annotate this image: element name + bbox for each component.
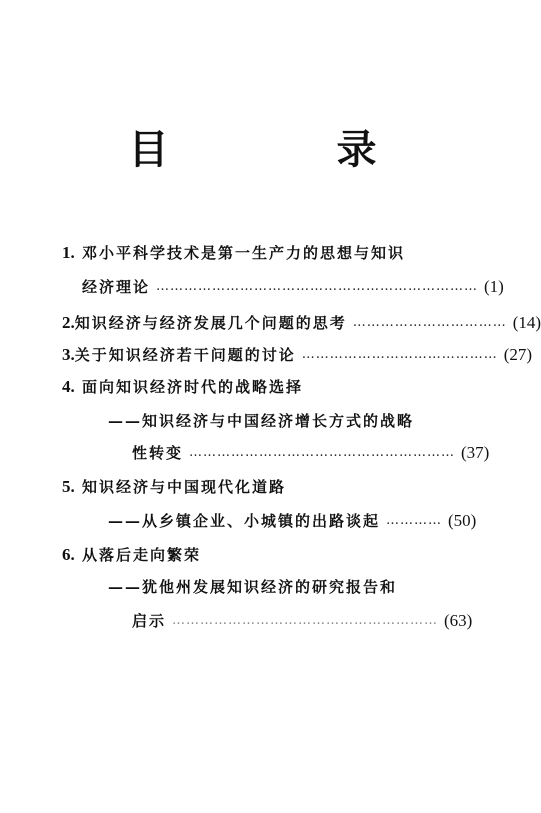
- toc-entry-6: [62, 544, 201, 565]
- page-number: (14): [512, 312, 541, 332]
- page-number: (1): [484, 276, 504, 296]
- entry-title-cont: 经济理论: [82, 278, 151, 296]
- entry-number: 4.: [62, 376, 75, 396]
- leader-dots: …………………………………………………: [172, 613, 439, 628]
- entry-subtitle-cont: 性转变: [132, 444, 184, 462]
- entry-title: 邓小平科学技术是第一生产力的思想与知识: [82, 244, 406, 262]
- entry-subtitle: ——知识经济与中国经济增长方式的战略: [108, 412, 415, 430]
- page-title: 目 录: [128, 126, 441, 173]
- entry-number: 5.: [62, 476, 75, 496]
- toc-entry-6-cont: [132, 610, 473, 631]
- toc-entry-1: [62, 242, 405, 263]
- page-number: (37): [461, 442, 490, 462]
- entry-title: 知识经济与中国现代化道路: [82, 478, 287, 496]
- entry-title: 从落后走向繁荣: [82, 546, 202, 564]
- entry-number: 1.: [62, 242, 75, 262]
- leader-dots: ……………………………………: [301, 347, 498, 362]
- toc-entry-3: [62, 344, 533, 365]
- toc-entry-2: [62, 312, 541, 333]
- page-number: (63): [444, 610, 473, 630]
- toc-entry-5-subtitle: [108, 510, 477, 531]
- entry-number: 3.: [62, 344, 75, 364]
- leader-dots: …………………………………………………: [189, 445, 456, 460]
- entry-subtitle: ——从乡镇企业、小城镇的出路谈起: [108, 512, 381, 530]
- toc-entry-1-cont: [82, 276, 504, 297]
- toc-entry-4-subtitle: [108, 410, 414, 431]
- toc-entry-4: [62, 376, 303, 397]
- page-number: (27): [503, 344, 533, 364]
- toc-entry-6-subtitle: [108, 576, 397, 597]
- entry-title: 知识经济与经济发展几个问题的思考: [74, 314, 347, 332]
- page-number: (50): [448, 510, 477, 530]
- toc-entry-4-cont: [132, 442, 490, 463]
- entry-number: 2.: [62, 312, 75, 332]
- entry-title: 面向知识经济时代的战略选择: [82, 378, 304, 396]
- entry-subtitle-cont: 启示: [132, 612, 167, 630]
- leader-dots: ……………………………………………………………: [156, 279, 479, 294]
- entry-number: 6.: [62, 544, 75, 564]
- entry-subtitle: ——犹他州发展知识经济的研究报告和: [108, 578, 398, 596]
- leader-dots: …………: [386, 513, 443, 528]
- leader-dots: ……………………………: [352, 315, 507, 330]
- toc-entry-5: [62, 476, 286, 497]
- entry-title: 关于知识经济若干问题的讨论: [74, 346, 296, 364]
